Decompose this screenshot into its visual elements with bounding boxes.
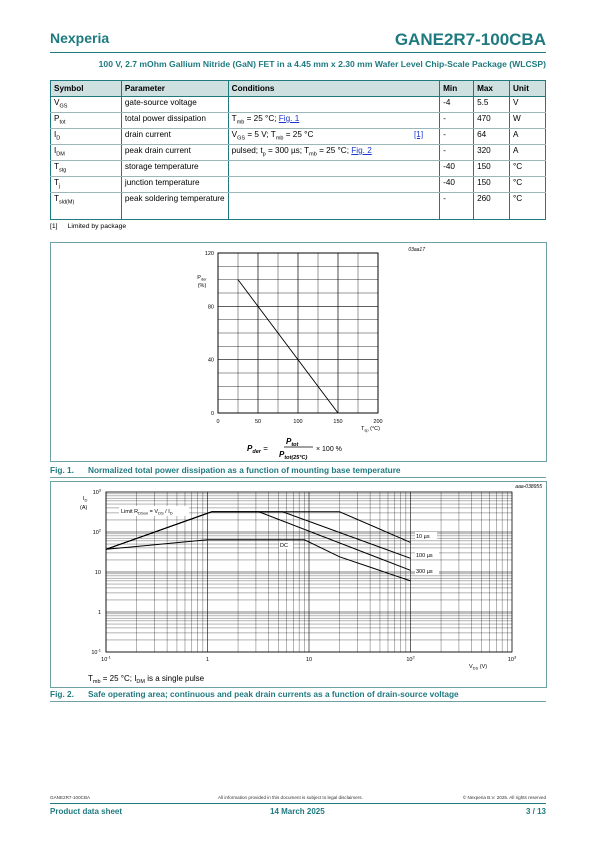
limit-label: Limit $R_{DSon} = V_{DS} / I_D$ [121, 509, 173, 516]
footnote-text: Limited by package [67, 223, 127, 230]
min-cell: -4 [440, 97, 474, 113]
x-axis-label: $V_{DS}$ (V) [469, 664, 488, 671]
table-row [51, 113, 546, 129]
figure-code: aaa-038955 [515, 484, 542, 490]
max-cell: 5.5 [474, 97, 510, 113]
footer-rule [50, 803, 546, 804]
table-row [51, 161, 546, 177]
y-axis-unit: (A) [80, 505, 88, 511]
tick-labels [205, 251, 383, 425]
parameter-cell: junction temperature [121, 177, 228, 193]
figure-2-condition: $T_{mb} = 25$ °C; $I_{DM}$ is a single pulse [88, 674, 205, 685]
conditions-cell: $T_{mb} = 25$ °C; Fig. 1 [228, 113, 439, 129]
power-derating-chart [51, 243, 546, 461]
y-tick-label: $10^3$ [92, 487, 101, 496]
header-min: Min [440, 81, 474, 97]
table-row [51, 129, 546, 145]
symbol-cell: $P_{tot}$ [51, 113, 122, 129]
conditions-cell: $V_{GS} = 5$ V; $T_{mb} = 25$ °C [1] [228, 129, 439, 145]
y-tick-label: 1 [97, 610, 101, 616]
max-cell: 470 [474, 113, 510, 129]
symbol-cell: $I_{DM}$ [51, 145, 122, 161]
header-rule [50, 52, 546, 53]
header-parameter: Parameter [121, 81, 228, 97]
x-tick-label: 1 [205, 657, 210, 663]
formula-rhs: × 100 % [316, 446, 342, 453]
footer-disclaimer: All information provided in this document is subject to legal disclaimers. [218, 795, 363, 800]
max-cell: 260 [474, 193, 510, 220]
x-tick-label: $10^{-1}$ [101, 654, 111, 663]
y-tick-label: 80 [207, 304, 214, 311]
soa-curve-1 [106, 512, 411, 550]
footnote-ref: [1] [50, 223, 58, 230]
caption-rule [50, 701, 546, 702]
x-tick-label: 100 [293, 419, 303, 425]
header-max: Max [474, 81, 510, 97]
table-header-row [51, 81, 546, 97]
y-tick-label: $10^{-1}$ [91, 647, 101, 656]
caption-rule [50, 477, 546, 478]
y-tick-label: $10^2$ [92, 527, 101, 536]
footer-page-number: 3 / 13 [525, 807, 546, 816]
label-10us: 10 µs [416, 534, 430, 540]
min-cell: - [440, 129, 474, 145]
conditions-cell [228, 161, 439, 177]
safe-operating-area-chart [51, 482, 546, 687]
grid [218, 253, 378, 413]
table-row [51, 97, 546, 113]
footer-doc-type: Product data sheet [50, 807, 123, 816]
dc-label: DC [280, 543, 288, 549]
x-tick-label: $10^2$ [406, 654, 415, 663]
fig1-link[interactable]: Fig. 1 [278, 114, 300, 123]
soa-curve-3 [106, 512, 411, 571]
fig2-link[interactable]: Fig. 2 [351, 146, 372, 155]
series [106, 512, 411, 581]
unit-cell: A [510, 145, 546, 161]
max-cell: 150 [474, 161, 510, 177]
formula-denominator: $P_{tot(25^\circ C)}$ [279, 450, 308, 461]
conditions-cell [228, 97, 439, 113]
footer-copyright: © Nexperia B.V. 2025. All rights reserved [462, 795, 546, 800]
min-cell: -40 [440, 161, 474, 177]
max-cell: 64 [474, 129, 510, 145]
parameter-cell: drain current [121, 129, 228, 145]
parameter-cell: peak drain current [121, 145, 228, 161]
x-tick-label: 200 [373, 419, 383, 425]
formula-numerator: $P_{tot}$ [286, 437, 299, 448]
formula-lhs: $P_{der}$ = [247, 444, 268, 455]
limiting-values-table [50, 80, 546, 220]
figure-2 [50, 481, 547, 688]
y-axis-label: $I_D$ [83, 496, 88, 503]
soa-curve-2 [106, 512, 411, 559]
header-symbol: Symbol [51, 81, 122, 97]
brand-name: Nexperia [50, 30, 110, 46]
y-tick-label: 120 [204, 251, 214, 257]
unit-cell: W [510, 113, 546, 129]
y-tick-label: 0 [210, 411, 214, 417]
conditions-cell [228, 193, 439, 220]
parameter-cell: total power dissipation [121, 113, 228, 129]
footnote-ref-link[interactable]: [1] [414, 130, 424, 139]
x-tick-label: 150 [333, 419, 343, 425]
unit-cell: A [510, 129, 546, 145]
label-300us: 300 µs [416, 569, 433, 575]
footer-doc-id: GANE2R7-100CBA [50, 795, 91, 800]
symbol-cell: $I_D$ [51, 129, 122, 145]
symbol-cell: $V_{GS}$ [51, 97, 122, 113]
header-conditions: Conditions [228, 81, 439, 97]
y-tick-label: 10 [94, 570, 101, 576]
unit-cell: °C [510, 193, 546, 220]
parameter-cell: storage temperature [121, 161, 228, 177]
figure-2-caption: Fig. 2. Safe operating area; continuous and peak drain currents as a function of drain-source voltage [50, 689, 459, 699]
symbol-cell: $T_{stg}$ [51, 161, 122, 177]
unit-cell: V [510, 97, 546, 113]
label-100us: 100 µs [416, 553, 433, 559]
parameter-cell: peak soldering temperature [121, 193, 228, 220]
x-axis-label: $T_{sp}$ (°C) [361, 426, 380, 433]
soa-curve-4 [106, 540, 411, 581]
document-subtitle: 100 V, 2.7 mOhm Gallium Nitride (GaN) FET in a 4.45 mm x 2.30 mm Wafer Level Chip-Scale Package (WLCSP) [98, 59, 546, 69]
y-tick-label: 40 [207, 357, 214, 364]
y-axis-label: $P_{der}$ [197, 275, 207, 282]
table-row [51, 145, 546, 161]
table-row [51, 177, 546, 193]
x-tick-label: 0 [216, 419, 220, 425]
x-tick-label: 10 [305, 657, 313, 663]
unit-cell: °C [510, 161, 546, 177]
figure-code: 03aa17 [408, 247, 425, 253]
min-cell: - [440, 193, 474, 220]
unit-cell: °C [510, 177, 546, 193]
symbol-cell: $T_{sld(M)}$ [51, 193, 122, 220]
symbol-cell: $T_j$ [51, 177, 122, 193]
x-tick-label: 50 [254, 419, 262, 425]
x-tick-label: $10^3$ [507, 654, 517, 663]
figure-1-caption: Fig. 1. Normalized total power dissipation as a function of mounting base temperature [50, 465, 401, 475]
y-axis-unit: (%) [197, 283, 207, 289]
part-number: GANE2R7-100CBA [394, 30, 546, 49]
figure-1 [50, 242, 547, 462]
min-cell: - [440, 145, 474, 161]
max-cell: 150 [474, 177, 510, 193]
footnote [50, 223, 136, 230]
conditions-cell: pulsed; $t_p = 300$ µs; $T_{mb} = 25$ °C; Fig. 2 [228, 145, 439, 161]
conditions-cell [228, 177, 439, 193]
max-cell: 320 [474, 145, 510, 161]
min-cell: -40 [440, 177, 474, 193]
parameter-cell: gate-source voltage [121, 97, 228, 113]
min-cell: - [440, 113, 474, 129]
derating-formula [247, 437, 342, 461]
header-unit: Unit [510, 81, 546, 97]
footer-date: 14 March 2025 [270, 807, 325, 816]
table-row [51, 193, 546, 220]
